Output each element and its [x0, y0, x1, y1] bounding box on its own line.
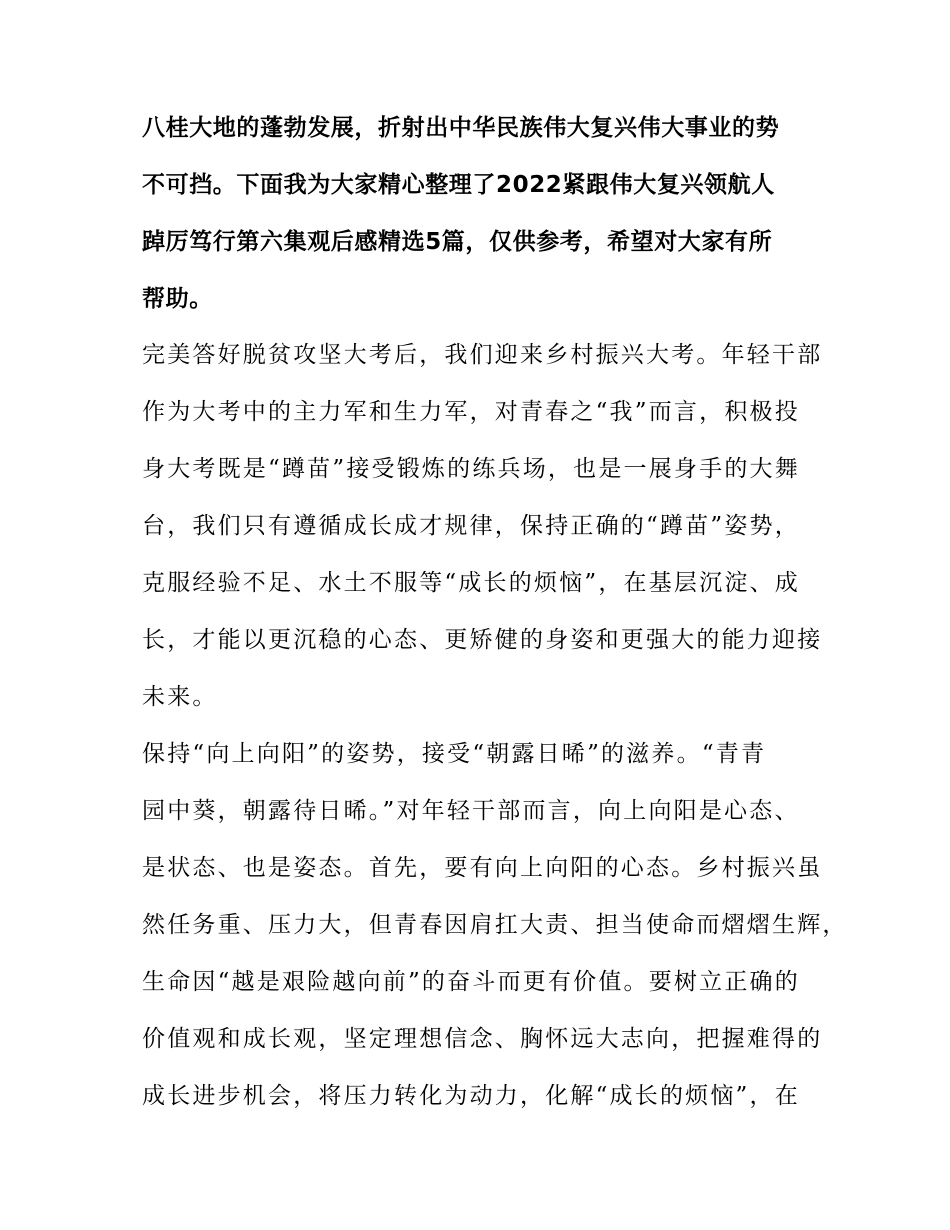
- paragraph-line: 生命因“越是艰险越向前”的奋斗而更有价值。要树立正确的: [142, 969, 800, 995]
- paragraph-line: 完美答好脱贫攻坚大考后，我们迎来乡村振兴大考。年轻干部: [142, 342, 823, 368]
- intro-line-4: 帮助。: [142, 286, 213, 312]
- paragraph-line: 身大考既是“蹲苗”接受锻炼的练兵场，也是一展身手的大舞: [142, 456, 800, 482]
- paragraph-line: 未来。: [142, 684, 218, 710]
- paragraph-line: 长，才能以更沉稳的心态、更矫健的身姿和更强大的能力迎接: [142, 627, 823, 653]
- paragraph-line: 成长进步机会，将压力转化为动力，化解“成长的烦恼”，在: [142, 1083, 800, 1109]
- paragraph-line: 价值观和成长观，坚定理想信念、胸怀远大志向，把握难得的: [142, 1026, 823, 1052]
- paragraph-line: 然任务重、压力大，但青春因肩扛大责、担当使命而熠熠生辉，: [142, 912, 848, 938]
- intro-line-3: 踔厉笃行第六集观后感精选5篇，仅供参考，希望对大家有所: [142, 229, 773, 255]
- paragraph-line: 作为大考中的主力军和生力军，对青春之“我”而言，积极投: [142, 399, 800, 425]
- intro-line-2: 不可挡。下面我为大家精心整理了2022紧跟伟大复兴领航人: [142, 172, 775, 198]
- intro-line-1: 八桂大地的蓬勃发展，折射出中华民族伟大复兴伟大事业的势: [142, 115, 780, 141]
- paragraph-line: 是状态、也是姿态。首先，要有向上向阳的心态。乡村振兴虽: [142, 855, 823, 881]
- paragraph-line: 保持“向上向阳”的姿势，接受“朝露日晞”的滋养。“青青: [142, 741, 767, 767]
- paragraph-line: 台，我们只有遵循成长成才规律，保持正确的“蹲苗”姿势，: [142, 513, 800, 539]
- paragraph-line: 园中葵，朝露待日晞。”对年轻干部而言，向上向阳是心态、: [142, 798, 800, 824]
- paragraph-line: 克服经验不足、水土不服等“成长的烦恼”，在基层沉淀、成: [142, 570, 800, 596]
